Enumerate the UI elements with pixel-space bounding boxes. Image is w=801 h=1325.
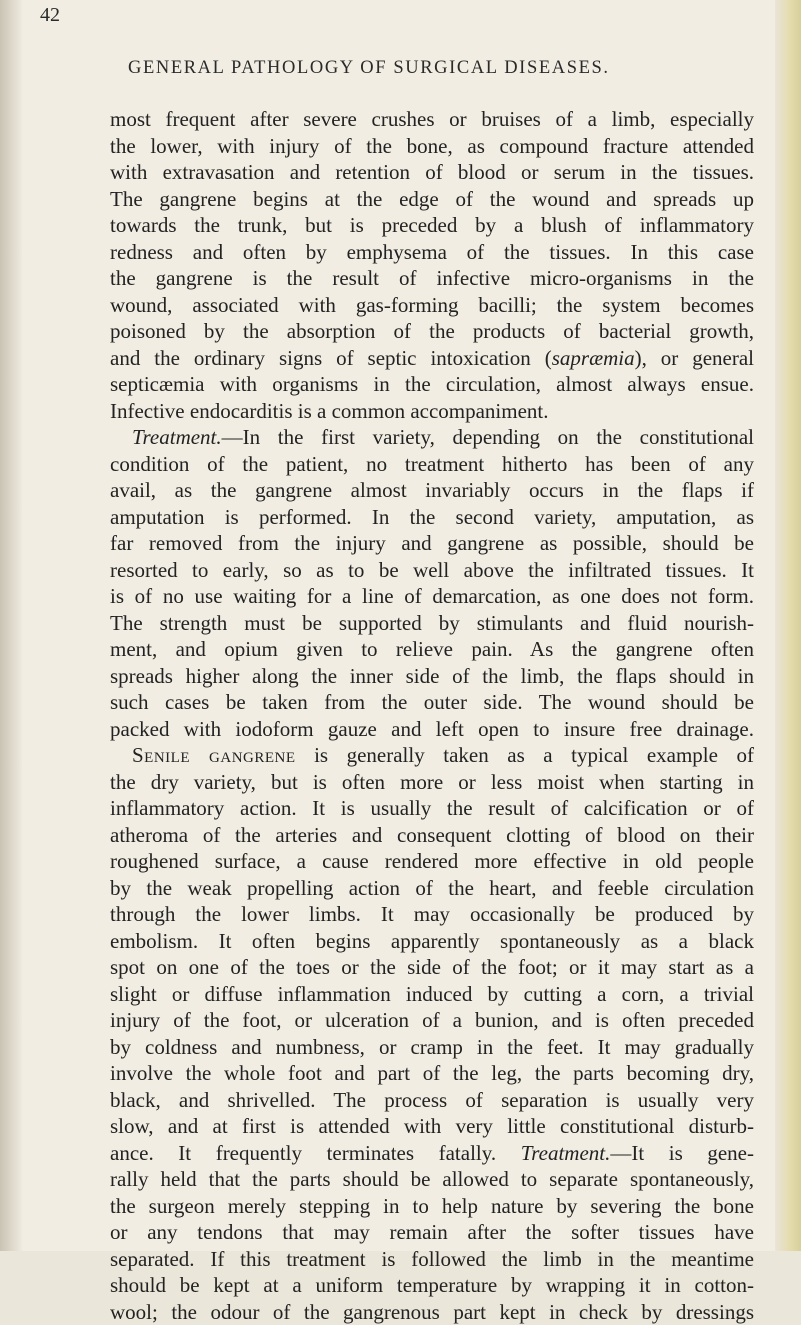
text-line: towards the trunk, but is preceded by a blush of inflammatory: [110, 212, 754, 239]
text-line: wound, associated with gas-forming bacilli; the system becomes: [110, 292, 754, 319]
text-line: ance. It frequently terminates fatally. Treatment.—It is gene-: [110, 1140, 754, 1167]
page-edge-shadow: [775, 0, 801, 1251]
text-line: roughened surface, a cause rendered more effective in old people: [110, 848, 754, 875]
text-line: spot on one of the toes or the side of the foot; or it may start as a: [110, 954, 754, 981]
text-line: through the lower limbs. It may occasionally be produced by: [110, 901, 754, 928]
text-line: most frequent after severe crushes or bruises of a limb, especially: [110, 106, 754, 133]
text-line: slight or diffuse inflammation induced by cutting a corn, a trivial: [110, 981, 754, 1008]
text-line: ment, and opium given to relieve pain. As the gangrene often: [110, 636, 754, 663]
text-line: atheroma of the arteries and consequent clotting of blood on their: [110, 822, 754, 849]
text-line: separated. If this treatment is followed the limb in the meantime: [110, 1246, 754, 1273]
text-line: involve the whole foot and part of the leg, the parts becoming dry,: [110, 1060, 754, 1087]
body-text: [110, 106, 754, 1325]
text-line: should be kept at a uniform temperature by wrapping it in cotton-: [110, 1272, 754, 1299]
text-line: black, and shrivelled. The process of separation is usually very: [110, 1087, 754, 1114]
text-line: by coldness and numbness, or cramp in the feet. It may gradually: [110, 1034, 754, 1061]
text-line: the gangrene is the result of infective micro-organisms in the: [110, 265, 754, 292]
text-line: Senile gangrene is generally taken as a typical example of: [110, 742, 754, 769]
text-line: and the ordinary signs of septic intoxication (sapræmia), or general: [110, 345, 754, 372]
text-line: the lower, with injury of the bone, as compound fracture attended: [110, 133, 754, 160]
text-line: The gangrene begins at the edge of the wound and spreads up: [110, 186, 754, 213]
text-line: redness and often by emphysema of the tissues. In this case: [110, 239, 754, 266]
text-line: amputation is performed. In the second variety, amputation, as: [110, 504, 754, 531]
text-line: avail, as the gangrene almost invariably occurs in the flaps if: [110, 477, 754, 504]
text-line: is of no use waiting for a line of demarcation, as one does not form.: [110, 583, 754, 610]
text-line: resorted to early, so as to be well above the infiltrated tissues. It: [110, 557, 754, 584]
text-line: spreads higher along the inner side of the limb, the flaps should in: [110, 663, 754, 690]
text-line: with extravasation and retention of blood or serum in the tissues.: [110, 159, 754, 186]
text-line: wool; the odour of the gangrenous part kept in check by dressings: [110, 1299, 754, 1325]
text-line: the surgeon merely stepping in to help nature by severing the bone: [110, 1193, 754, 1220]
text-line: far removed from the injury and gangrene as possible, should be: [110, 530, 754, 557]
text-line: septicæmia with organisms in the circulation, almost always ensue.: [110, 371, 754, 398]
page-gutter-shadow: [0, 0, 22, 1251]
text-line: Treatment.—In the first variety, depending on the constitutional: [110, 424, 754, 451]
text-line: The strength must be supported by stimulants and fluid nourish-: [110, 610, 754, 637]
text-line: such cases be taken from the outer side. The wound should be: [110, 689, 754, 716]
text-line: by the weak propelling action of the heart, and feeble circulation: [110, 875, 754, 902]
text-line: packed with iodoform gauze and left open to insure free drainage.: [110, 716, 754, 743]
text-line: Infective endocarditis is a common accompaniment.: [110, 398, 754, 425]
text-line: the dry variety, but is often more or less moist when starting in: [110, 769, 754, 796]
text-line: slow, and at first is attended with very little constitutional disturb-: [110, 1113, 754, 1140]
text-line: injury of the foot, or ulceration of a bunion, and is often preceded: [110, 1007, 754, 1034]
page-number: 42: [40, 4, 60, 27]
text-line: rally held that the parts should be allowed to separate spontaneously,: [110, 1166, 754, 1193]
text-line: inflammatory action. It is usually the result of calcification or of: [110, 795, 754, 822]
text-line: poisoned by the absorption of the products of bacterial growth,: [110, 318, 754, 345]
text-line: condition of the patient, no treatment hitherto has been of any: [110, 451, 754, 478]
running-head: GENERAL PATHOLOGY OF SURGICAL DISEASES.: [128, 58, 610, 79]
text-line: or any tendons that may remain after the softer tissues have: [110, 1219, 754, 1246]
text-line: embolism. It often begins apparently spontaneously as a black: [110, 928, 754, 955]
